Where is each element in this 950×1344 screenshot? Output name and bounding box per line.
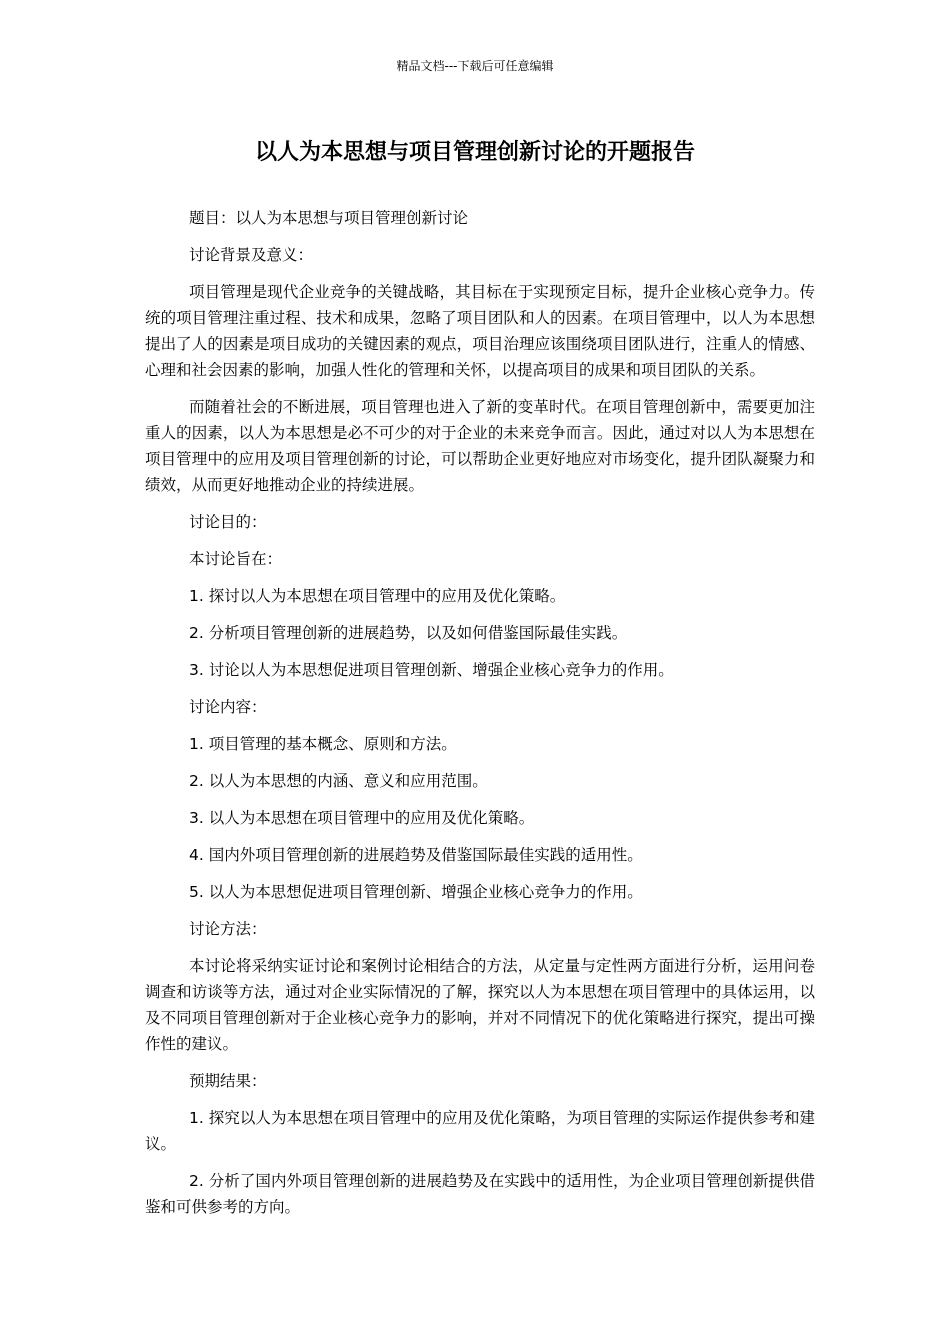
document-title: 以人为本思想与项目管理创新讨论的开题报告 — [254, 140, 695, 165]
list-item-content-4: 4. 国内外项目管理创新的进展趋势及借鉴国际最佳实践的适用性。 — [189, 846, 643, 864]
paragraph-background-1: 项目管理是现代企业竞争的关键战略，其目标在于实现预定目标，提升企业核心竞争力。传统的项目管理注重过程、技术和成果，忽略了项目团队和人的因素。在项目管理中，以人为本思想提出了人的因素是项目成功的关键因素的观点，项目治理应该围绕项目团队进行，注重人的情感、心理和社会因素的影响，加强人性化的管理和关怀，以提高项目的成果和项目团队的关系。 — [145, 283, 815, 379]
document-body — [145, 205, 815, 1231]
list-item-purpose-1: 1. 探讨以人为本思想在项目管理中的应用及优化策略。 — [189, 587, 566, 605]
paragraph-heading-content: 讨论内容： — [189, 698, 267, 716]
list-item-content-5: 5. 以人为本思想促进项目管理创新、增强企业核心竞争力的作用。 — [189, 883, 643, 901]
paragraph-heading-purpose: 讨论目的： — [189, 513, 267, 531]
paragraph-method: 本讨论将采纳实证讨论和案例讨论相结合的方法，从定量与定性两方面进行分析，运用问卷调查和访谈等方法，通过对企业实际情况的了解，探究以人为本思想在项目管理中的具体运用，以及不同项目管理创新对于企业核心竞争力的影响，并对不同情况下的优化策略进行探究，提出可操作性的建议。 — [145, 957, 815, 1053]
page-header: 精品文档---下载后可任意编辑 — [396, 59, 554, 73]
paragraph-topic: 题目：以人为本思想与项目管理创新讨论 — [189, 209, 469, 227]
list-item-result-1: 1. 探究以人为本思想在项目管理中的应用及优化策略，为项目管理的实际运作提供参考和建议。 — [145, 1109, 815, 1153]
list-item-content-1: 1. 项目管理的基本概念、原则和方法。 — [189, 735, 457, 753]
paragraph-heading-method: 讨论方法： — [189, 920, 267, 938]
list-item-result-2: 2. 分析了国内外项目管理创新的进展趋势及在实践中的适用性，为企业项目管理创新提供借鉴和可供参考的方向。 — [145, 1172, 815, 1216]
list-item-content-2: 2. 以人为本思想的内涵、意义和应用范围。 — [189, 772, 488, 790]
paragraph-heading-background: 讨论背景及意义： — [189, 246, 314, 264]
paragraph-heading-results: 预期结果： — [189, 1072, 267, 1090]
paragraph-purpose-intro: 本讨论旨在： — [189, 550, 283, 568]
list-item-content-3: 3. 以人为本思想在项目管理中的应用及优化策略。 — [189, 809, 535, 827]
paragraph-background-2: 而随着社会的不断进展，项目管理也进入了新的变革时代。在项目管理创新中，需要更加注重人的因素，以人为本思想是必不可少的对于企业的未来竞争而言。因此，通过对以人为本思想在项目管理中的应用及项目管理创新的讨论，可以帮助企业更好地应对市场变化，提升团队凝聚力和绩效，从而更好地推动企业的持续进展。 — [145, 398, 815, 494]
list-item-purpose-2: 2. 分析项目管理创新的进展趋势，以及如何借鉴国际最佳实践。 — [189, 624, 628, 642]
list-item-purpose-3: 3. 讨论以人为本思想促进项目管理创新、增强企业核心竞争力的作用。 — [189, 661, 674, 679]
